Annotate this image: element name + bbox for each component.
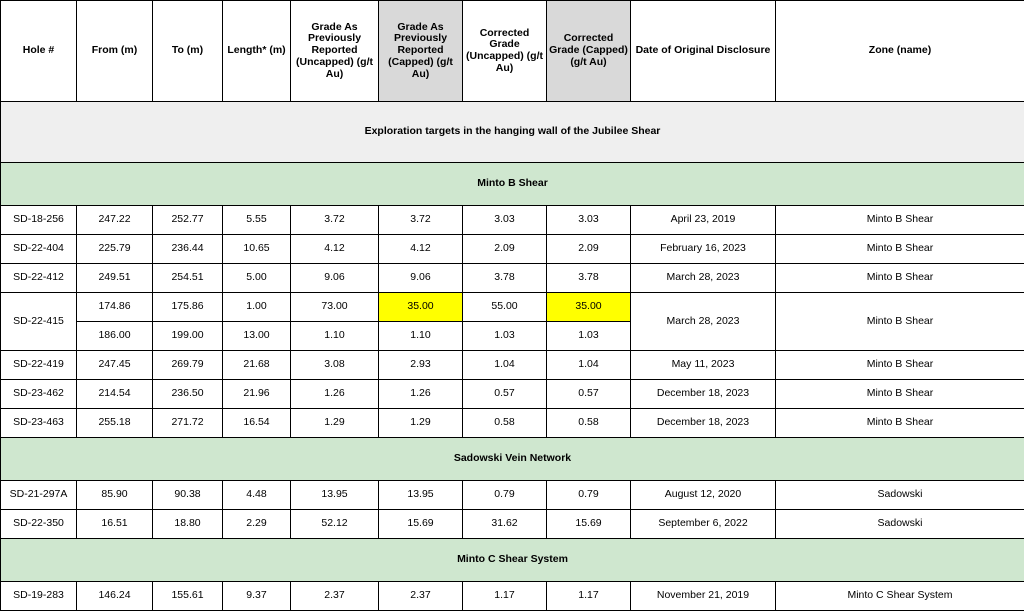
cell-corrected-uncapped: 0.79 (463, 481, 547, 510)
cell-corrected-capped: 35.00 (547, 293, 631, 322)
cell-corrected-capped: 0.79 (547, 481, 631, 510)
cell-grade-prev-capped: 15.69 (379, 510, 463, 539)
table-row (1, 235, 1024, 264)
cell-hole: SD-22-350 (1, 510, 77, 539)
cell-corrected-capped: 3.03 (547, 206, 631, 235)
table-row (1, 510, 1024, 539)
cell-hole: SD-18-256 (1, 206, 77, 235)
cell-length: 4.48 (223, 481, 291, 510)
cell-length: 5.00 (223, 264, 291, 293)
cell-hole: SD-19-283 (1, 582, 77, 611)
cell-grade-prev-uncapped: 3.72 (291, 206, 379, 235)
table-row (1, 351, 1024, 380)
table-body (1, 102, 1024, 611)
cell-to: 175.86 (153, 293, 223, 322)
cell-grade-prev-uncapped: 2.37 (291, 582, 379, 611)
cell-corrected-capped: 0.57 (547, 380, 631, 409)
cell-from: 249.51 (77, 264, 153, 293)
cell-to: 18.80 (153, 510, 223, 539)
cell-zone: Sadowski (776, 510, 1024, 539)
table-row (1, 582, 1024, 611)
cell-date: April 23, 2019 (631, 206, 776, 235)
cell-grade-prev-uncapped: 3.08 (291, 351, 379, 380)
cell-grade-prev-uncapped: 1.10 (291, 322, 379, 351)
cell-zone: Sadowski (776, 481, 1024, 510)
section-title-row (1, 102, 1024, 163)
cell-grade-prev-capped: 2.93 (379, 351, 463, 380)
cell-corrected-uncapped: 2.09 (463, 235, 547, 264)
header-row (1, 1, 1024, 102)
cell-to: 90.38 (153, 481, 223, 510)
cell-corrected-uncapped: 1.03 (463, 322, 547, 351)
column-header-grade-prev-uncapped: Grade As Previously Reported (Uncapped) (g/t Au) (291, 1, 379, 102)
cell-date: March 28, 2023 (631, 293, 776, 351)
cell-corrected-uncapped: 31.62 (463, 510, 547, 539)
group-title-row (1, 438, 1024, 481)
cell-from: 186.00 (77, 322, 153, 351)
table-row (1, 264, 1024, 293)
cell-corrected-uncapped: 1.17 (463, 582, 547, 611)
cell-to: 199.00 (153, 322, 223, 351)
cell-corrected-capped: 1.04 (547, 351, 631, 380)
section-title: Exploration targets in the hanging wall of the Jubilee Shear (1, 102, 1024, 163)
cell-grade-prev-capped: 3.72 (379, 206, 463, 235)
group-title: Sadowski Vein Network (1, 438, 1024, 481)
cell-hole: SD-22-404 (1, 235, 77, 264)
cell-corrected-capped: 1.17 (547, 582, 631, 611)
cell-zone: Minto B Shear (776, 351, 1024, 380)
column-header-grade-prev-capped: Grade As Previously Reported (Capped) (g/t Au) (379, 1, 463, 102)
cell-grade-prev-uncapped: 9.06 (291, 264, 379, 293)
cell-zone: Minto B Shear (776, 264, 1024, 293)
cell-length: 21.96 (223, 380, 291, 409)
cell-length: 9.37 (223, 582, 291, 611)
cell-grade-prev-capped: 1.10 (379, 322, 463, 351)
cell-date: August 12, 2020 (631, 481, 776, 510)
column-header-from: From (m) (77, 1, 153, 102)
cell-grade-prev-capped: 2.37 (379, 582, 463, 611)
cell-zone: Minto C Shear System (776, 582, 1024, 611)
group-title: Minto B Shear (1, 163, 1024, 206)
cell-to: 252.77 (153, 206, 223, 235)
cell-from: 146.24 (77, 582, 153, 611)
cell-grade-prev-uncapped: 52.12 (291, 510, 379, 539)
cell-from: 255.18 (77, 409, 153, 438)
cell-to: 236.44 (153, 235, 223, 264)
cell-grade-prev-uncapped: 1.29 (291, 409, 379, 438)
table-row (1, 481, 1024, 510)
cell-grade-prev-uncapped: 73.00 (291, 293, 379, 322)
cell-date: May 11, 2023 (631, 351, 776, 380)
group-title-row (1, 163, 1024, 206)
cell-hole: SD-22-412 (1, 264, 77, 293)
cell-from: 214.54 (77, 380, 153, 409)
cell-hole: SD-22-419 (1, 351, 77, 380)
cell-hole: SD-23-462 (1, 380, 77, 409)
cell-corrected-capped: 15.69 (547, 510, 631, 539)
cell-date: December 18, 2023 (631, 380, 776, 409)
cell-date: November 21, 2019 (631, 582, 776, 611)
table-row (1, 206, 1024, 235)
cell-to: 155.61 (153, 582, 223, 611)
cell-corrected-capped: 0.58 (547, 409, 631, 438)
cell-to: 269.79 (153, 351, 223, 380)
cell-corrected-uncapped: 55.00 (463, 293, 547, 322)
group-title: Minto C Shear System (1, 539, 1024, 582)
cell-date: September 6, 2022 (631, 510, 776, 539)
cell-zone: Minto B Shear (776, 293, 1024, 351)
cell-zone: Minto B Shear (776, 380, 1024, 409)
cell-grade-prev-uncapped: 4.12 (291, 235, 379, 264)
cell-corrected-uncapped: 0.58 (463, 409, 547, 438)
cell-length: 13.00 (223, 322, 291, 351)
cell-to: 236.50 (153, 380, 223, 409)
column-header-to: To (m) (153, 1, 223, 102)
group-title-row (1, 539, 1024, 582)
cell-from: 174.86 (77, 293, 153, 322)
cell-grade-prev-uncapped: 13.95 (291, 481, 379, 510)
cell-length: 10.65 (223, 235, 291, 264)
cell-corrected-capped: 2.09 (547, 235, 631, 264)
cell-from: 247.45 (77, 351, 153, 380)
column-header-corrected-uncapped: Corrected Grade (Uncapped) (g/t Au) (463, 1, 547, 102)
column-header-zone: Zone (name) (776, 1, 1024, 102)
table-row (1, 409, 1024, 438)
cell-to: 271.72 (153, 409, 223, 438)
table-row (1, 380, 1024, 409)
column-header-date: Date of Original Disclosure (631, 1, 776, 102)
cell-corrected-uncapped: 3.78 (463, 264, 547, 293)
cell-date: December 18, 2023 (631, 409, 776, 438)
cell-grade-prev-uncapped: 1.26 (291, 380, 379, 409)
cell-length: 1.00 (223, 293, 291, 322)
cell-hole: SD-23-463 (1, 409, 77, 438)
cell-grade-prev-capped: 13.95 (379, 481, 463, 510)
cell-corrected-uncapped: 3.03 (463, 206, 547, 235)
cell-from: 85.90 (77, 481, 153, 510)
cell-hole: SD-21-297A (1, 481, 77, 510)
cell-date: February 16, 2023 (631, 235, 776, 264)
cell-date: March 28, 2023 (631, 264, 776, 293)
table-header (1, 1, 1024, 102)
cell-grade-prev-capped: 9.06 (379, 264, 463, 293)
cell-zone: Minto B Shear (776, 235, 1024, 264)
cell-length: 2.29 (223, 510, 291, 539)
cell-corrected-uncapped: 0.57 (463, 380, 547, 409)
column-header-length: Length* (m) (223, 1, 291, 102)
cell-zone: Minto B Shear (776, 206, 1024, 235)
cell-corrected-uncapped: 1.04 (463, 351, 547, 380)
cell-grade-prev-capped: 35.00 (379, 293, 463, 322)
column-header-hole: Hole # (1, 1, 77, 102)
cell-from: 16.51 (77, 510, 153, 539)
cell-grade-prev-capped: 1.26 (379, 380, 463, 409)
column-header-corrected-capped: Corrected Grade (Capped) (g/t Au) (547, 1, 631, 102)
cell-from: 247.22 (77, 206, 153, 235)
cell-grade-prev-capped: 4.12 (379, 235, 463, 264)
cell-corrected-capped: 3.78 (547, 264, 631, 293)
cell-hole: SD-22-415 (1, 293, 77, 351)
cell-zone: Minto B Shear (776, 409, 1024, 438)
cell-corrected-capped: 1.03 (547, 322, 631, 351)
cell-grade-prev-capped: 1.29 (379, 409, 463, 438)
cell-to: 254.51 (153, 264, 223, 293)
cell-length: 5.55 (223, 206, 291, 235)
table-row (1, 293, 1024, 322)
cell-length: 16.54 (223, 409, 291, 438)
cell-length: 21.68 (223, 351, 291, 380)
cell-from: 225.79 (77, 235, 153, 264)
